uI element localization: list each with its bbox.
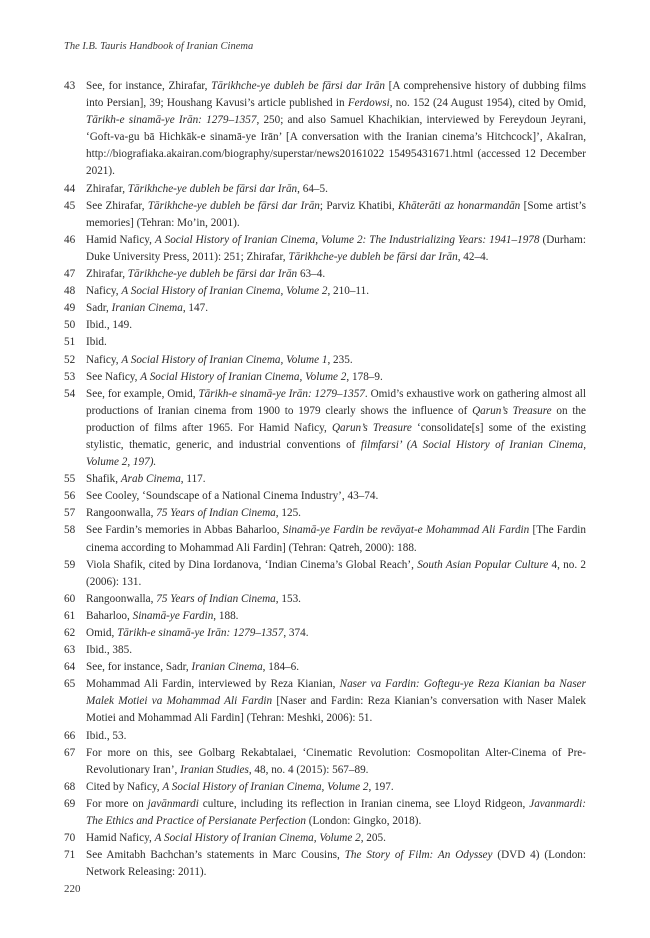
italic-title: Qarun’s Treasure xyxy=(472,404,552,417)
endnote-number: 58 xyxy=(64,524,76,537)
endnote-text xyxy=(86,334,586,351)
text-run: 4, no. 2 (2006): 131. xyxy=(86,558,586,588)
endnote xyxy=(64,317,586,334)
endnote-text xyxy=(86,522,586,556)
text-run: Hamid Naficy, xyxy=(86,233,155,246)
endnote xyxy=(64,300,586,317)
italic-title: Iranian Cinema xyxy=(191,661,263,674)
text-run: Zhirafar, xyxy=(86,182,128,195)
text-run: , 178–9. xyxy=(346,370,383,383)
endnote-number: 54 xyxy=(64,387,76,400)
italic-title: A Social History of Iranian Cinema, Volume 2 xyxy=(140,370,347,383)
endnote-number: 53 xyxy=(64,370,76,383)
text-run: (London: Gingko, 2018). xyxy=(305,815,422,828)
endnote-text xyxy=(86,317,586,334)
italic-title: Iranian Studies xyxy=(180,763,249,776)
italic-title: Ferdowsi xyxy=(347,97,390,110)
endnote xyxy=(64,659,586,676)
text-run: Naficy, xyxy=(86,353,122,366)
text-run: ‘consolidate[s] some of the existing stylistic, thematic, generic, and industrial conventions of xyxy=(86,421,586,451)
endnote xyxy=(64,745,586,779)
italic-title: Tārikh-e sinamā-ye Irān: 1279–1357 xyxy=(117,627,284,639)
endnote-number: 63 xyxy=(64,644,76,657)
endnote-text xyxy=(86,830,586,847)
endnote xyxy=(64,557,586,591)
endnote-number: 69 xyxy=(64,797,76,810)
endnote-text xyxy=(86,608,586,625)
text-run: . Omid’s exhaustive work on gathering almost all productions of Iranian cinema from 1900 to 1979 clearly shows the influence of xyxy=(86,387,587,417)
endnote xyxy=(64,352,586,369)
text-run: , 210–11. xyxy=(327,285,369,298)
text-run: Mohammad Ali Fardin, interviewed by Reza Kianian, xyxy=(86,678,340,691)
text-run: Sadr, xyxy=(86,302,112,315)
endnote-number: 71 xyxy=(64,849,76,862)
endnote xyxy=(64,796,586,830)
text-run: Ibid. xyxy=(86,336,107,349)
endnote-number: 56 xyxy=(64,490,76,503)
endnote xyxy=(64,676,586,727)
endnote-text xyxy=(86,591,586,608)
endnote-text xyxy=(86,300,586,317)
endnote xyxy=(64,198,586,232)
text-run: [Some artist’s memories] (Tehran: Mo’in, 2001). xyxy=(86,199,586,229)
italic-title: Tārikhche-ye dubleh be fārsi dar Irān xyxy=(288,250,458,263)
endnote-number: 47 xyxy=(64,268,76,281)
text-run: See Zhirafar, xyxy=(86,199,148,212)
endnote-number: 48 xyxy=(64,285,76,298)
text-run: For more on this, see Golbarg Rekabtalaei, ‘Cinematic Revolution: Cosmopolitan Alter-Cinema of Pre-Revolutionary Iran’, xyxy=(86,746,586,776)
endnote xyxy=(64,369,586,386)
endnote-text xyxy=(86,557,586,591)
text-run: , 48, no. 4 (2015): 567–89. xyxy=(248,763,369,776)
text-run: See Fardin’s memories in Abbas Baharloo, xyxy=(86,524,283,537)
text-run: , 188. xyxy=(213,609,239,622)
endnote xyxy=(64,779,586,796)
italic-title: javānmardi xyxy=(147,797,199,810)
italic-title: Iranian Cinema xyxy=(111,302,183,315)
italic-title: Tārikhche-ye dubleh be fārsi dar Irān xyxy=(211,80,385,92)
italic-title: Tārikhche-ye dubleh be fārsi dar Irān xyxy=(127,182,298,195)
italic-title: Sinamā-ye Fardin xyxy=(132,609,214,622)
text-run: 63–4. xyxy=(297,268,326,281)
italic-title: A Social History of Iranian Cinema, Volume 2 xyxy=(121,285,328,298)
italic-title: Khāterāti az honarmandān xyxy=(397,199,521,212)
endnote-number: 44 xyxy=(64,182,76,195)
text-run: Viola Shafik, cited by Dina Iordanova, ‘Indian Cinema’s Global Reach’, xyxy=(86,558,418,571)
endnote xyxy=(64,181,586,198)
italic-title: filmfarsi’ (A Social History of Iranian Cinema, Volume 2, 197). xyxy=(86,438,586,469)
italic-title: Tārikh-e sinamā-ye Irān: 1279–1357 xyxy=(198,387,365,400)
text-run: Ibid., 53. xyxy=(86,729,127,742)
text-run: on the production of films after 1965. For Hamid Naficy, xyxy=(86,404,586,434)
text-run: , 42–4. xyxy=(457,250,489,263)
endnote-number: 50 xyxy=(64,319,76,332)
endnote-number: 66 xyxy=(64,729,76,742)
endnote xyxy=(64,522,586,556)
italic-title: 75 Years of Indian Cinema xyxy=(156,592,276,605)
endnote-text xyxy=(86,779,586,796)
endnote-number: 62 xyxy=(64,627,76,639)
endnote-number: 70 xyxy=(64,832,76,845)
text-run: , 125. xyxy=(275,507,301,520)
text-run: (DVD 4) (London: Network Releasing: 2011). xyxy=(86,849,586,879)
endnote xyxy=(64,266,586,283)
endnote xyxy=(64,728,586,745)
text-run: , 153. xyxy=(275,592,301,605)
text-run: (Durham: Duke University Press, 2011): 251; Zhirafar, xyxy=(86,233,586,263)
endnote xyxy=(64,625,586,642)
endnote-text xyxy=(86,796,586,830)
text-run: See Amitabh Bachchan’s statements in Marc Cousins, xyxy=(86,849,345,862)
endnote-text xyxy=(86,181,586,198)
italic-title: Tārikh-e sinamā-ye Irān: 1279–1357 xyxy=(86,114,257,127)
endnote-text xyxy=(86,745,586,779)
endnote-text xyxy=(86,78,586,181)
text-run: Ibid., 149. xyxy=(86,319,132,332)
text-run: , 197. xyxy=(368,780,394,793)
endnote-number: 52 xyxy=(64,353,76,366)
endnote-text xyxy=(86,728,586,745)
text-run: See Cooley, ‘Soundscape of a National Cinema Industry’, 43–74. xyxy=(86,490,379,503)
text-run: See Naficy, xyxy=(86,370,141,383)
text-run: , 147. xyxy=(182,302,208,315)
italic-title: A Social History of Iranian Cinema, Volume 2: The Industrializing Years: 1941–1978 xyxy=(154,233,540,246)
endnote xyxy=(64,471,586,488)
italic-title: A Social History of Iranian Cinema, Volume 1 xyxy=(121,353,328,366)
endnote-text xyxy=(86,198,586,232)
text-run: , 205. xyxy=(360,832,386,845)
text-run: , 117. xyxy=(180,473,206,486)
italic-title: The Story of Film: An Odyssey xyxy=(344,849,493,862)
endnote-number: 49 xyxy=(64,302,76,315)
italic-title: South Asian Popular Culture xyxy=(417,558,549,571)
running-head: The I.B. Tauris Handbook of Iranian Cinema xyxy=(64,41,254,52)
endnote-number: 65 xyxy=(64,678,76,691)
italic-title: Tārikhche-ye dubleh be fārsi dar Irān xyxy=(127,268,298,281)
endnote xyxy=(64,591,586,608)
endnote-number: 67 xyxy=(64,746,76,759)
italic-title: Sinamā-ye Fardin be revāyat-e Mohammad Ali Fardin xyxy=(282,524,530,537)
endnote xyxy=(64,830,586,847)
endnote xyxy=(64,232,586,266)
text-run: , 235. xyxy=(327,353,353,366)
text-run: See, for instance, Zhirafar, xyxy=(86,80,212,92)
endnote-number: 43 xyxy=(64,80,76,92)
endnote-number: 61 xyxy=(64,609,76,622)
text-run: [The Fardin cinema according to Mohammad Ali Fardin] (Tehran: Qatreh, 2000): 188. xyxy=(86,524,587,554)
endnote xyxy=(64,78,586,181)
endnote-text xyxy=(86,659,586,676)
endnote-text xyxy=(86,283,586,300)
page-number: 220 xyxy=(64,883,81,895)
endnote xyxy=(64,505,586,522)
endnote xyxy=(64,847,586,881)
endnote-number: 59 xyxy=(64,558,76,571)
endnote-text xyxy=(86,505,586,522)
endnote-text xyxy=(86,471,586,488)
text-run: , 64–5. xyxy=(297,182,328,195)
endnote-number: 64 xyxy=(64,661,76,674)
endnote-text xyxy=(86,488,586,505)
text-run: Shafik, xyxy=(86,473,121,486)
text-run: culture, including its reflection in Iranian cinema, see Lloyd Ridgeon, xyxy=(198,797,530,810)
endnote-number: 55 xyxy=(64,473,76,486)
text-run: Rangoonwalla, xyxy=(86,592,157,605)
text-run: , 374. xyxy=(283,627,309,639)
endnote xyxy=(64,488,586,505)
endnote-number: 60 xyxy=(64,592,76,605)
italic-title: Tārikhche-ye dubleh be fārsi dar Irān xyxy=(147,199,320,212)
endnote-text xyxy=(86,266,586,283)
text-run: Ibid., 385. xyxy=(86,644,132,657)
italic-title: Javanmardi: The Ethics and Practice of Persianate Perfection xyxy=(86,797,586,828)
endnote xyxy=(64,283,586,300)
text-run: ; Parviz Khatibi, xyxy=(319,199,398,212)
endnote-text xyxy=(86,625,586,642)
endnote xyxy=(64,334,586,351)
text-run: For more on xyxy=(86,797,148,810)
endnote-text xyxy=(86,386,586,471)
endnote-text xyxy=(86,642,586,659)
endnote-text xyxy=(86,369,586,386)
endnote-number: 45 xyxy=(64,199,76,212)
endnote-text xyxy=(86,676,586,727)
text-run: Cited by Naficy, xyxy=(86,780,163,793)
text-run: See, for example, Omid, xyxy=(86,387,199,400)
endnote xyxy=(64,386,586,471)
text-run: See, for instance, Sadr, xyxy=(86,661,192,674)
endnote-text xyxy=(86,232,586,266)
text-run: Naficy, xyxy=(86,285,122,298)
endnote-number: 46 xyxy=(64,233,76,246)
endnote-number: 57 xyxy=(64,507,76,520)
text-run: Hamid Naficy, xyxy=(86,832,155,845)
text-run: [A comprehensive history of dubbing films into Persian], 39; Houshang Kavusi’s article published in xyxy=(86,80,586,110)
text-run: , 250; and also Samuel Khachikian, interviewed by Fereydoun Jeyrani, ‘Goft-va-gu bā Hichkāk-e sinamā-ye Irān’ [A conversation with the Iranian cinema’s Hitchcock]’, AkaIran, http://biografiaka.akairan.com/biography/superstar/news20161022 15495431671.html (accessed 12 December 2021). xyxy=(86,114,586,178)
text-run: Baharloo, xyxy=(86,609,133,622)
endnote-text xyxy=(86,352,586,369)
italic-title: 75 Years of Indian Cinema xyxy=(156,507,276,520)
endnote-text xyxy=(86,847,586,881)
italic-title: Qarun’s Treasure xyxy=(331,421,412,434)
text-run: Omid, xyxy=(86,627,118,639)
endnote-number: 51 xyxy=(64,336,76,349)
text-run: Rangoonwalla, xyxy=(86,507,157,520)
italic-title: A Social History of Iranian Cinema, Volume 2 xyxy=(162,780,369,793)
italic-title: Arab Cinema xyxy=(120,473,181,486)
endnote xyxy=(64,642,586,659)
text-run: Zhirafar, xyxy=(86,268,128,281)
endnotes-list xyxy=(64,78,586,881)
endnote-number: 68 xyxy=(64,780,76,793)
text-run: [Naser and Fardin: Reza Kianian’s conversation with Naser Malek Motiei and Mohammad Ali Fardin] (Tehran: Meshki, 2006): 51. xyxy=(86,695,587,725)
text-run: , 184–6. xyxy=(262,661,300,674)
italic-title: A Social History of Iranian Cinema, Volume 2 xyxy=(154,832,361,845)
text-run: , no. 152 (24 August 1954), cited by Omid, xyxy=(389,97,586,110)
endnote xyxy=(64,608,586,625)
italic-title: Naser va Fardin: Goftegu-ye Reza Kianian ba Naser Malek Motiei va Mohammad Ali Fardin xyxy=(86,678,586,708)
